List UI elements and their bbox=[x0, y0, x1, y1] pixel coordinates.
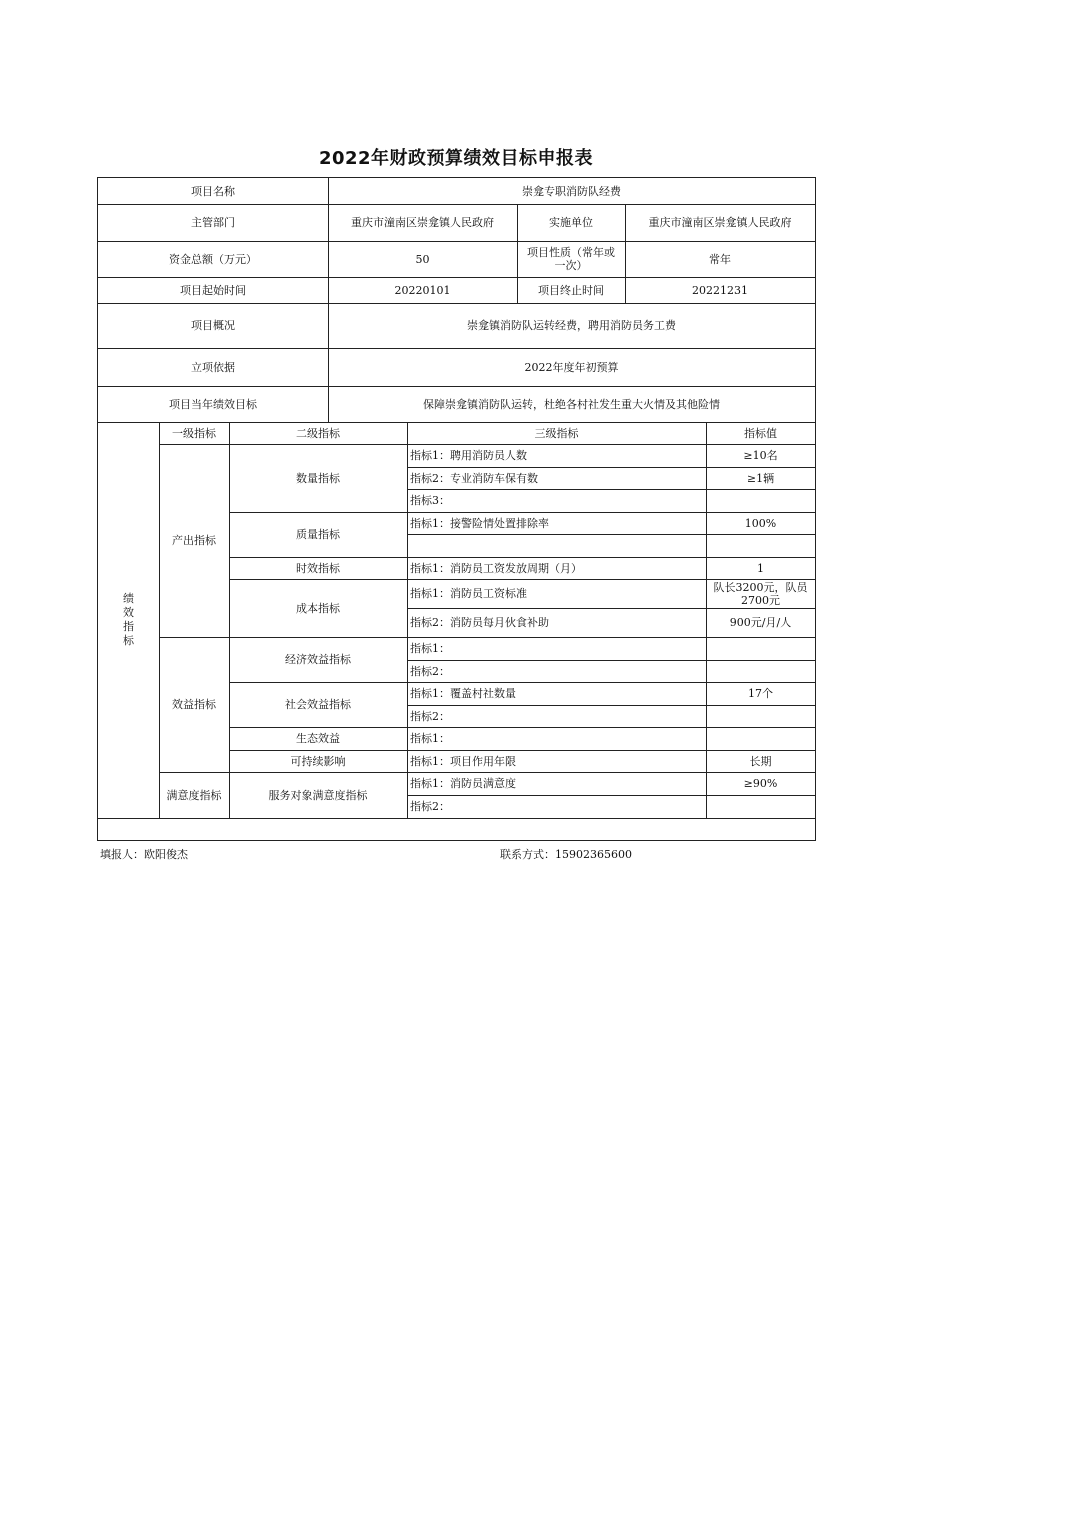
level2-cost: 成本指标 bbox=[296, 601, 340, 615]
level2-ecological: 生态效益 bbox=[296, 732, 340, 745]
indicator-text: 指标2： bbox=[410, 709, 450, 723]
indicator-text: 指标1：消防员满意度 bbox=[410, 777, 516, 790]
indicator-text: 指标2： bbox=[410, 800, 450, 813]
indicator-value: 1 bbox=[757, 561, 764, 575]
impl-value: 重庆市潼南区崇龛镇人民政府 bbox=[648, 216, 792, 229]
indicator-text: 指标3： bbox=[410, 494, 450, 507]
level2-social: 社会效益指标 bbox=[285, 698, 351, 711]
level2-quality: 质量指标 bbox=[296, 528, 340, 541]
perf-side-char: 效 bbox=[123, 606, 134, 619]
indicator-value bbox=[706, 727, 815, 750]
col-header-level2: 二级指标 bbox=[296, 426, 340, 440]
perf-side-label bbox=[98, 422, 159, 818]
fund-value: 50 bbox=[415, 252, 430, 266]
indicator-text bbox=[407, 534, 706, 557]
col-header-level3: 三级指标 bbox=[534, 426, 579, 440]
col-header-value: 指标值 bbox=[744, 426, 777, 440]
fund-label: 资金总额（万元） bbox=[169, 252, 257, 266]
end-value: 20221231 bbox=[692, 283, 748, 297]
page-title: 2022年财政预算绩效目标申报表 bbox=[318, 148, 594, 169]
goal-label: 项目当年绩效目标 bbox=[169, 397, 257, 411]
indicator-value: 900元/月/人 bbox=[729, 616, 792, 629]
col-header-level1: 一级指标 bbox=[172, 426, 216, 440]
perf-side-char: 绩 bbox=[123, 592, 134, 605]
level1-output: 产出指标 bbox=[172, 534, 216, 547]
dept-label: 主管部门 bbox=[191, 216, 235, 229]
basis-value: 2022年度年初预算 bbox=[524, 360, 619, 374]
indicator-value bbox=[706, 705, 815, 727]
indicator-text: 指标2： bbox=[410, 664, 450, 678]
indicator-text: 指标2：专业消防车保有数 bbox=[410, 471, 538, 485]
indicator-value: ≥1辆 bbox=[746, 471, 775, 485]
nature-value: 常年 bbox=[709, 252, 731, 266]
level2-service-satisfaction: 服务对象满意度指标 bbox=[268, 788, 368, 802]
perf-side-char: 指 bbox=[123, 620, 134, 633]
indicator-value: 17个 bbox=[748, 687, 773, 700]
indicator-text: 指标1：聘用消防员人数 bbox=[410, 449, 527, 462]
filler-label: 填报人：欧阳俊杰 bbox=[100, 848, 188, 861]
indicator-value bbox=[706, 534, 815, 557]
overview-label: 项目概况 bbox=[191, 319, 235, 332]
indicator-value bbox=[706, 795, 815, 818]
project-name-value: 崇龛专职消防队经费 bbox=[522, 184, 621, 198]
end-label: 项目终止时间 bbox=[538, 283, 604, 297]
level2-timeliness: 时效指标 bbox=[296, 561, 340, 575]
indicator-text: 指标1：覆盖村社数量 bbox=[410, 687, 516, 700]
level1-benefit: 效益指标 bbox=[172, 698, 216, 711]
indicator-value bbox=[706, 637, 815, 660]
indicator-value: 长期 bbox=[749, 754, 772, 768]
indicator-text: 指标1： bbox=[410, 642, 450, 655]
level2-economic: 经济效益指标 bbox=[285, 653, 351, 666]
goal-value: 保障崇龛镇消防队运转，杜绝各村社发生重大火情及其他险情 bbox=[423, 397, 720, 411]
indicator-value: ≥10名 bbox=[743, 449, 778, 462]
indicator-text: 指标1：消防员工资标准 bbox=[410, 587, 527, 600]
start-value: 20220101 bbox=[394, 283, 451, 297]
indicator-value: ≥90% bbox=[743, 777, 778, 790]
indicator-value: 队长3200元，队员2700元 bbox=[713, 580, 808, 607]
indicator-text: 指标1：接警险情处置排除率 bbox=[410, 516, 549, 530]
performance-table bbox=[97, 177, 816, 841]
indicator-text: 指标1：项目作用年限 bbox=[410, 754, 516, 768]
contact-label: 联系方式：15902365600 bbox=[500, 848, 632, 861]
impl-label: 实施单位 bbox=[549, 216, 593, 229]
indicator-text: 指标1：消防员工资发放周期（月） bbox=[410, 561, 582, 575]
indicator-value: 100% bbox=[744, 516, 777, 530]
indicator-text: 指标2：消防员每月伙食补助 bbox=[410, 616, 549, 629]
overview-value: 崇龛镇消防队运转经费，聘用消防员务工费 bbox=[467, 319, 676, 332]
level1-satisfaction: 满意度指标 bbox=[166, 788, 222, 802]
indicator-value bbox=[706, 660, 815, 682]
level2-sustainability: 可持续影响 bbox=[290, 754, 346, 768]
indicator-text: 指标1： bbox=[410, 732, 450, 745]
indicator-value bbox=[706, 489, 815, 512]
basis-label: 立项依据 bbox=[191, 360, 235, 374]
level2-quantity: 数量指标 bbox=[296, 471, 340, 485]
nature-label: 项目性质（常年或一次） bbox=[527, 246, 615, 272]
project-name-label: 项目名称 bbox=[191, 184, 235, 198]
start-label: 项目起始时间 bbox=[180, 283, 246, 297]
perf-side-char: 标 bbox=[123, 634, 134, 647]
dept-value: 重庆市潼南区崇龛镇人民政府 bbox=[351, 216, 494, 229]
